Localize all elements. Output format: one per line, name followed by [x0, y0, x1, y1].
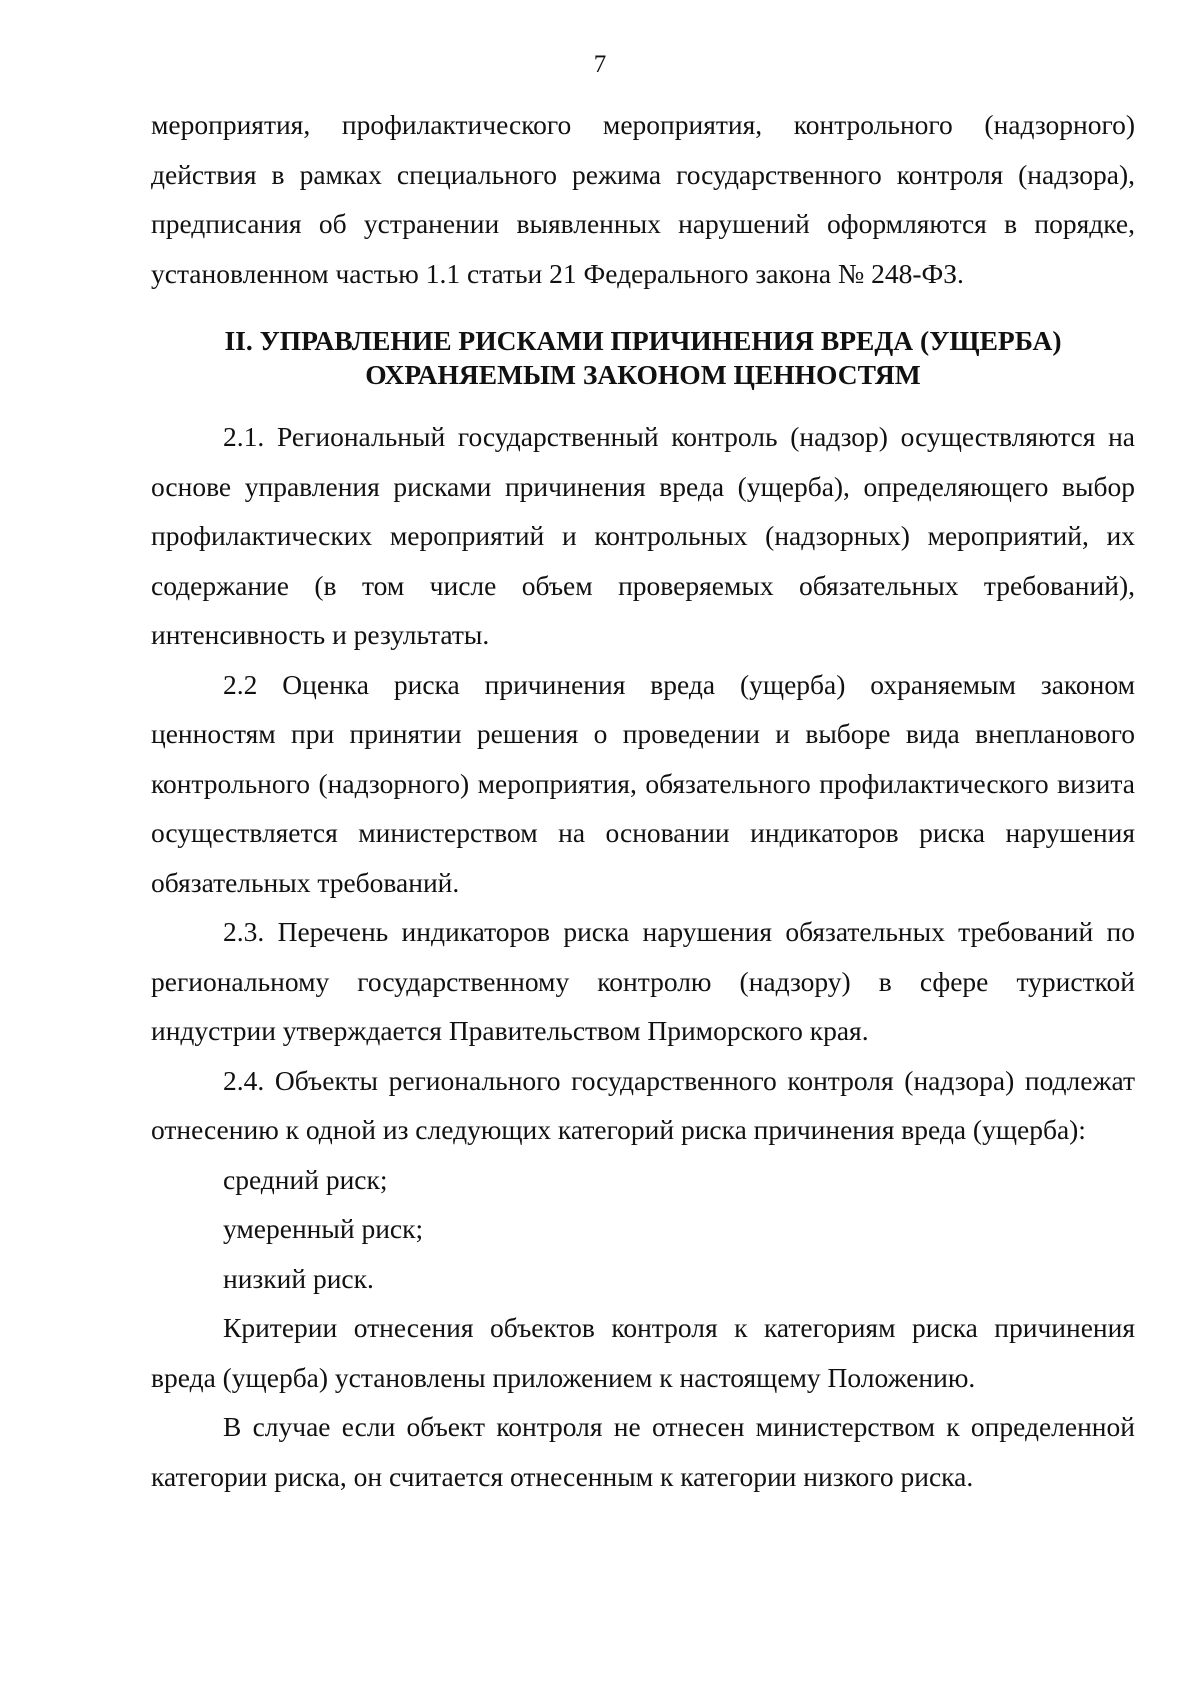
risk-category-medium: средний риск; — [223, 1163, 388, 1195]
paragraph-2-4: 2.4. Объекты регионального государственного контроля (надзора) подлежат отнесению к одной из следующих категорий риска причинения вреда (ущерба): — [151, 1064, 1135, 1145]
risk-category-moderate: умеренный риск; — [223, 1213, 424, 1244]
default-category-paragraph: В случае если объект контроля не отнесен министерством к определенной категории риска, он считается отнесенным к категории низкого риска. — [151, 1411, 1135, 1492]
intro-paragraph: мероприятия, профилактического мероприятия, контрольного (надзорного) действия в рамках специального режима государственного контроля (надзора), предписания об устранении выявленных нарушений оформляются в порядке, установленном частью 1.1 статьи 21 Федерального закона № 248-ФЗ. — [151, 109, 1135, 289]
page-number: 7 — [593, 51, 607, 78]
paragraph-2-2: 2.2 Оценка риска причинения вреда (ущерба) охраняемым законом ценностям при принятии решения о проведении и выборе вида внепланового контрольного (надзорного) мероприятия, обязательного профилактического визита осуществляется министерством на основании индикаторов риска нарушения обязательных требований. — [151, 668, 1135, 898]
section-heading-line-1: II. УПРАВЛЕНИЕ РИСКАМИ ПРИЧИНЕНИЯ ВРЕДА (УЩЕРБА) — [224, 325, 1062, 356]
document-body — [151, 100, 1135, 1501]
section-heading-line-2: ОХРАНЯЕМЫМ ЗАКОНОМ ЦЕННОСТЯМ — [365, 359, 921, 390]
criteria-paragraph: Критерии отнесения объектов контроля к категориям риска причинения вреда (ущерба) установлены приложением к настоящему Положению. — [151, 1312, 1135, 1393]
risk-category-low: низкий риск. — [223, 1262, 374, 1294]
section-heading — [151, 324, 1135, 392]
paragraph-2-3: 2.3. Перечень индикаторов риска нарушения обязательных требований по региональному государственному контролю (надзору) в сфере туристкой индустрии утверждается Правительством Приморского края. — [151, 916, 1135, 1046]
paragraph-2-1: 2.1. Региональный государственный контроль (надзор) осуществляются на основе управления рисками причинения вреда (ущерба), определяющего выбор профилактических мероприятий и контрольных (надзорных) мероприятий, их содержание (в том числе объем проверяемых обязательных требований), интенсивность и результаты. — [151, 421, 1135, 650]
